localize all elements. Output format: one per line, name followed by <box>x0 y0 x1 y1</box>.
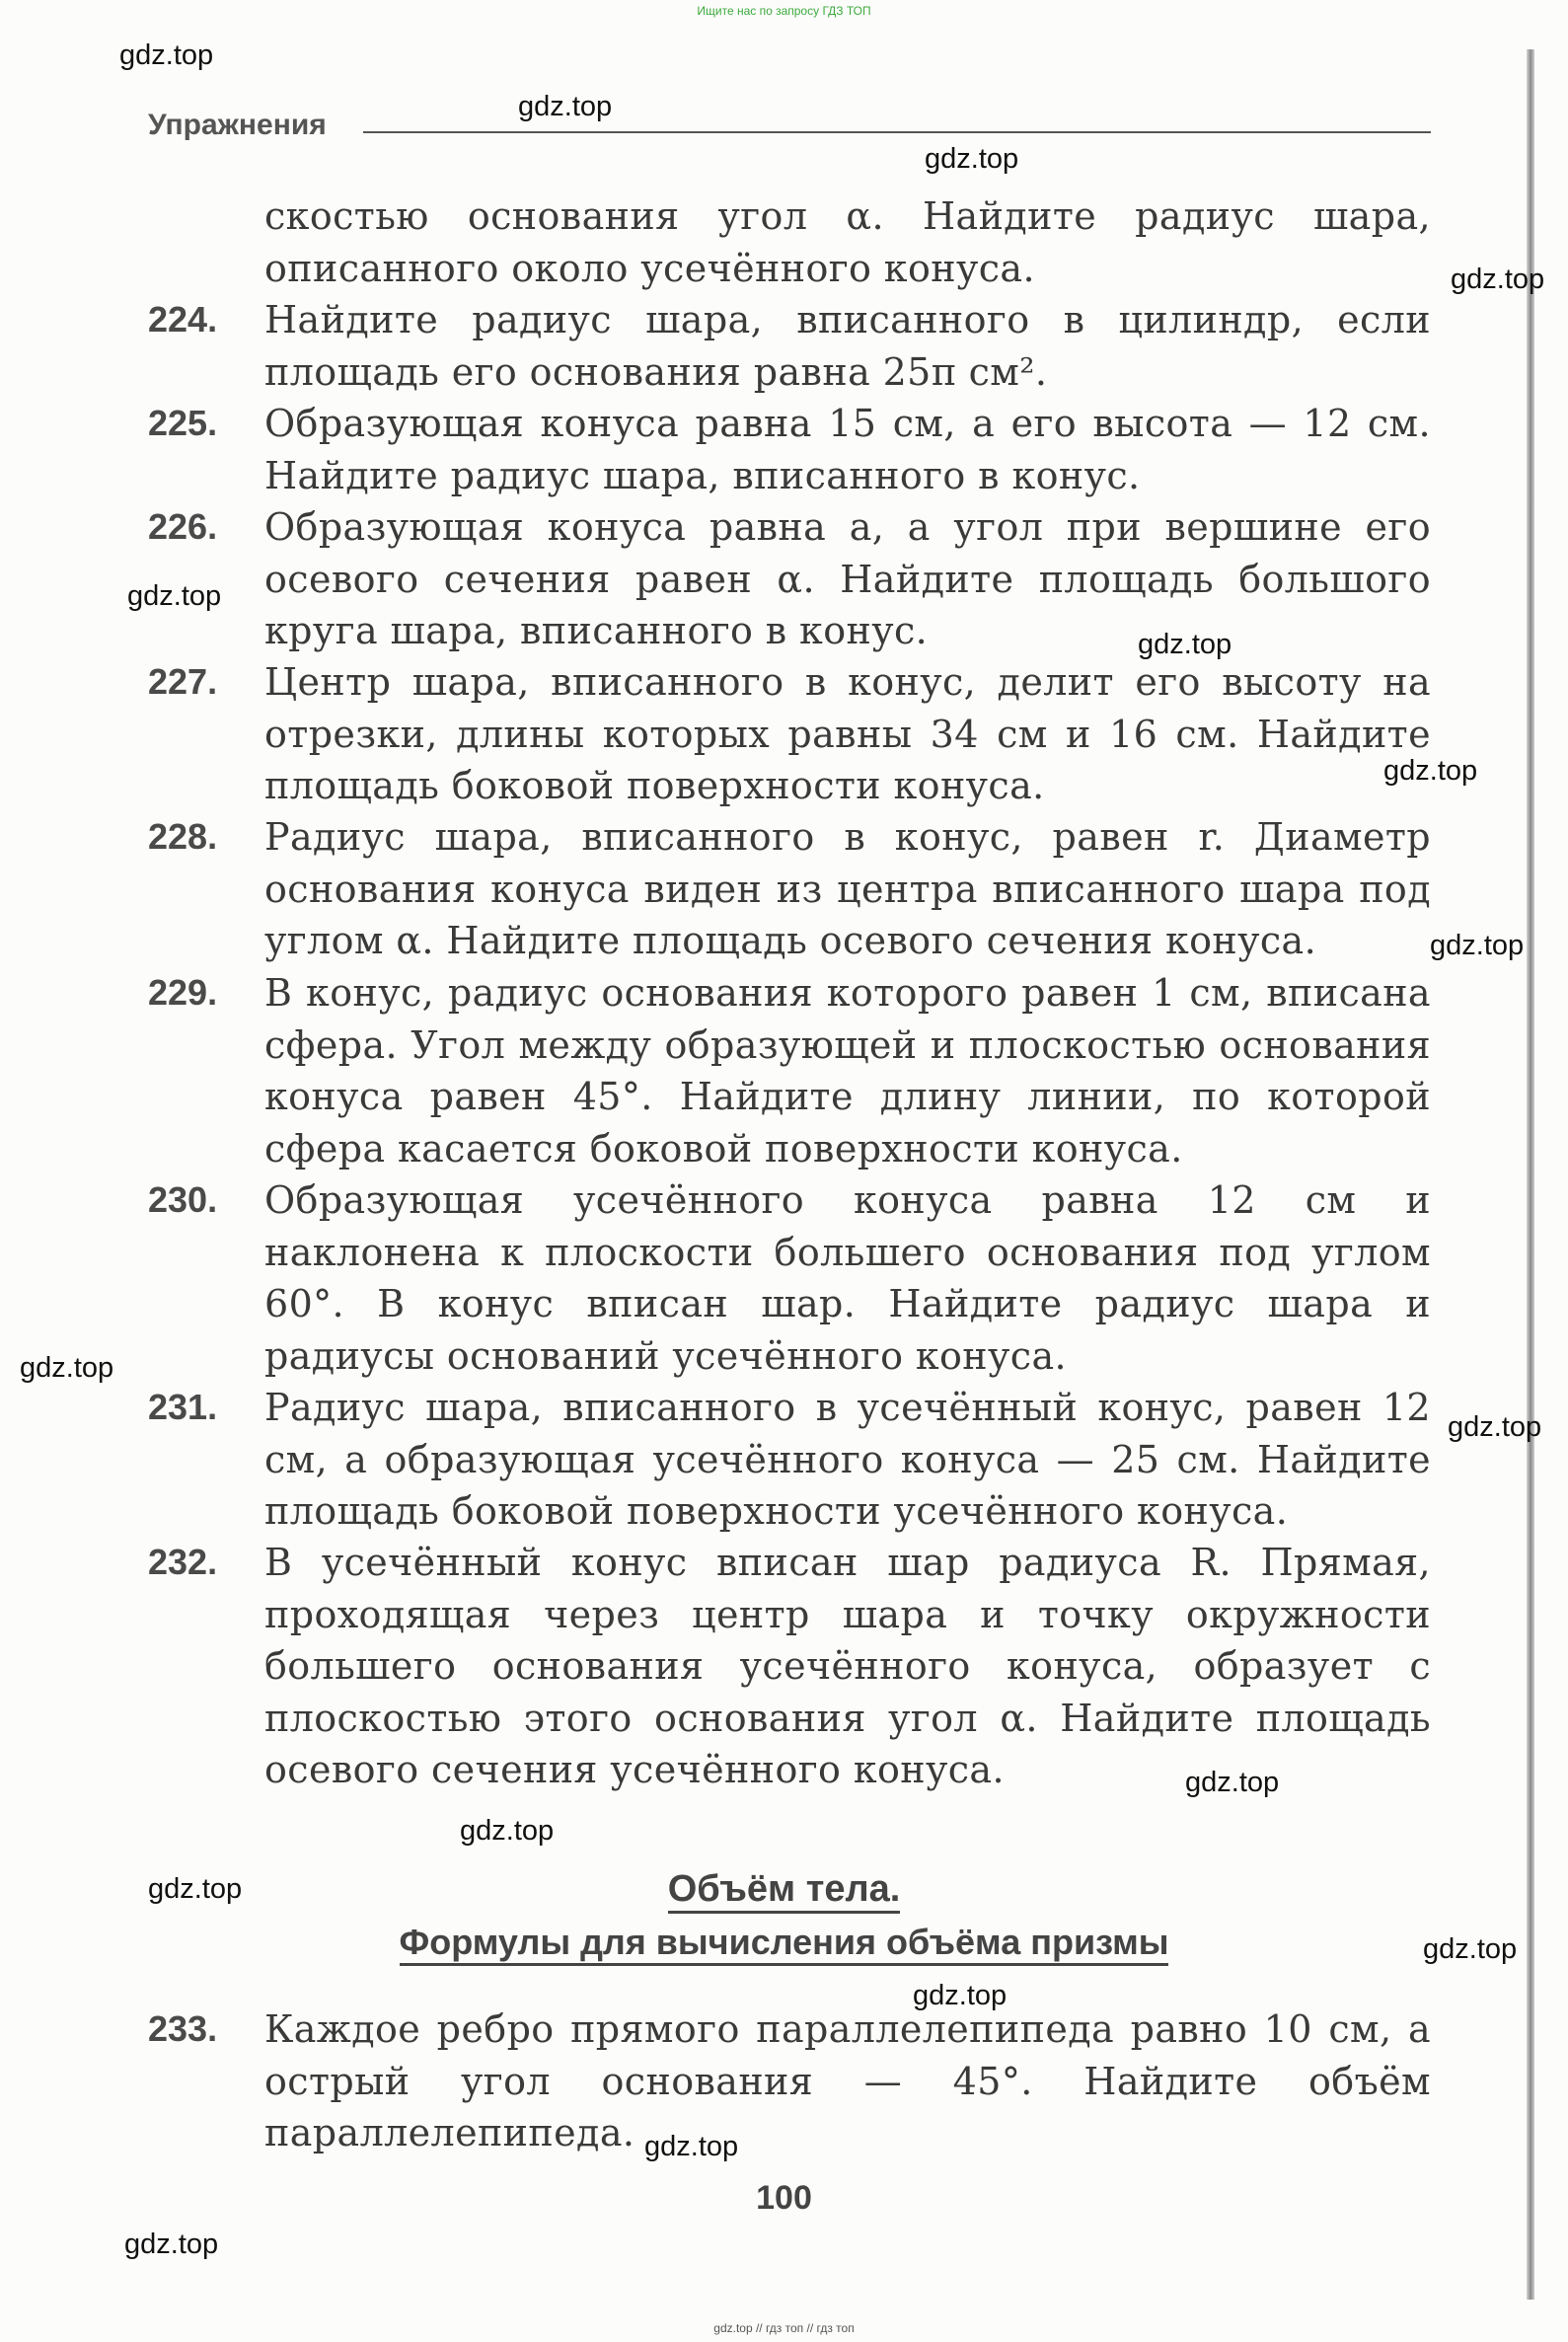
watermark: gdz.top <box>925 143 1019 175</box>
problem-number: 225. <box>148 403 218 443</box>
top-banner[interactable]: Ищите нас по запросу ГДЗ ТОП <box>697 4 871 18</box>
running-header <box>148 105 1431 150</box>
watermark: gdz.top <box>124 2229 219 2260</box>
problem-number: 232. <box>148 1542 218 1582</box>
watermark: gdz.top <box>20 1352 114 1384</box>
problem-text: скостью основания угол α. Найдите радиус шара, описанного около усечённого конуса. <box>264 194 1431 290</box>
problem-228 <box>148 811 1431 967</box>
problem-233 <box>148 2003 1431 2159</box>
problem-continuation <box>148 190 1431 294</box>
problem-text: Радиус шара, вписанного в усечённый конус, равен 12 см, а образующая усечённого конуса — 25 см. Найдите площадь боковой поверхности усечённого конуса. <box>264 1386 1431 1533</box>
problem-232 <box>148 1537 1431 1796</box>
watermark: gdz.top <box>127 580 222 612</box>
problem-number: 224. <box>148 299 218 340</box>
watermark: gdz.top <box>1185 1767 1280 1798</box>
problem-230 <box>148 1174 1431 1382</box>
watermark: gdz.top <box>644 2131 739 2162</box>
problem-text: Образующая усечённого конуса равна 12 см и наклонена к плоскости большего основания под углом 60°. В конус вписан шар. Найдите радиус шара и радиусы оснований усечённого конуса. <box>264 1178 1431 1378</box>
section-subtitle <box>0 1922 1568 1966</box>
section-subtitle-text: Формулы для вычисления объёма призмы <box>400 1922 1169 1966</box>
watermark: gdz.top <box>119 39 214 71</box>
watermark: gdz.top <box>518 91 613 122</box>
problem-number: 231. <box>148 1387 218 1427</box>
header-rule <box>363 131 1431 133</box>
section-title-text: Объём тела. <box>668 1868 901 1914</box>
watermark: gdz.top <box>1430 930 1525 961</box>
problem-227 <box>148 656 1431 812</box>
watermark: gdz.top <box>1451 264 1545 295</box>
watermark: gdz.top <box>1448 1411 1542 1443</box>
problem-231 <box>148 1382 1431 1538</box>
watermark: gdz.top <box>1138 629 1232 660</box>
problem-number: 226. <box>148 506 218 547</box>
page-number: 100 <box>756 2179 812 2217</box>
problem-226 <box>148 501 1431 657</box>
problem-224 <box>148 294 1431 398</box>
header-title: Упражнения <box>148 109 327 141</box>
problem-text: Каждое ребро прямого параллелепипеда равно 10 см, а острый угол основания — 45°. Найдите объём параллелепипеда. <box>264 2007 1431 2154</box>
problem-225 <box>148 398 1431 501</box>
watermark: gdz.top <box>1383 755 1478 787</box>
problem-number: 229. <box>148 972 218 1013</box>
watermark: gdz.top <box>913 1980 1008 2011</box>
watermark: gdz.top <box>1423 1933 1518 1965</box>
problem-229 <box>148 967 1431 1174</box>
problem-number: 230. <box>148 1179 218 1220</box>
problem-number: 228. <box>148 816 218 857</box>
watermark: gdz.top <box>148 1873 243 1905</box>
problem-text: В усечённый конус вписан шар радиуса R. Прямая, проходящая через центр шара и точку окружности большего основания усечённого конуса, образует с плоскостью этого основания угол α. Найдите площадь осевого сечения усечённого конуса. <box>264 1541 1431 1791</box>
bottom-footer[interactable]: gdz.top // гдз топ // гдз топ <box>713 2321 855 2335</box>
problem-text: Радиус шара, вписанного в конус, равен r. Диаметр основания конуса виден из центра вписанного шара под углом α. Найдите площадь осевого сечения конуса. <box>264 815 1431 962</box>
problem-text: Найдите радиус шара, вписанного в цилиндр, если площадь его основания равна 25π см². <box>264 298 1431 394</box>
problem-number: 227. <box>148 661 218 702</box>
problem-text: Образующая конуса равна 15 см, а его высота — 12 см. Найдите радиус шара, вписанного в конус. <box>264 402 1431 497</box>
problem-number: 233. <box>148 2008 218 2049</box>
watermark: gdz.top <box>460 1815 555 1847</box>
problem-text: Центр шара, вписанного в конус, делит его высоту на отрезки, длины которых равны 34 см и 16 см. Найдите площадь боковой поверхности конуса. <box>264 660 1431 807</box>
problem-text: Образующая конуса равна a, а угол при вершине его осевого сечения равен α. Найдите площадь большого круга шара, вписанного в конус. <box>264 505 1431 652</box>
problem-text: В конус, радиус основания которого равен 1 см, вписана сфера. Угол между образующей и плоскостью основания конуса равен 45°. Найдите длину линии, по которой сфера касается боковой поверхности конуса. <box>264 971 1431 1171</box>
